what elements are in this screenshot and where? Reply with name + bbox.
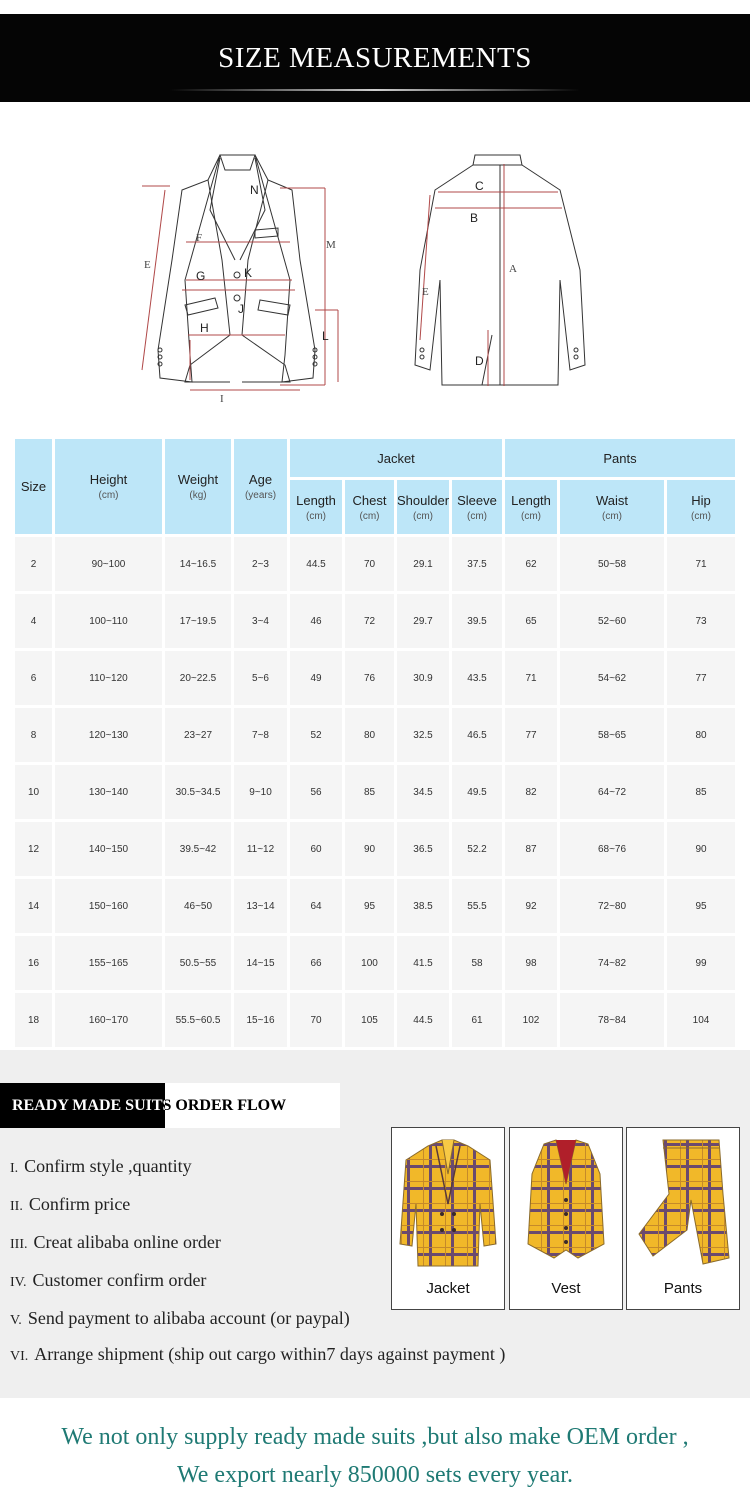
table-cell: 80 <box>345 708 394 762</box>
table-cell: 58~65 <box>560 708 664 762</box>
table-cell: 50.5~55 <box>165 936 231 990</box>
footer-line-oem: We not only supply ready made suits ,but also make OEM order , <box>61 1424 689 1450</box>
table-cell: 50~58 <box>560 537 664 591</box>
header-chest: Chest (cm) <box>345 480 394 534</box>
table-cell: 43.5 <box>452 651 502 705</box>
table-cell: 90~100 <box>55 537 162 591</box>
table-cell: 46 <box>290 594 342 648</box>
label-h: H <box>200 321 209 335</box>
table-cell: 74~82 <box>560 936 664 990</box>
table-cell: 18 <box>15 993 52 1047</box>
table-row <box>15 936 735 990</box>
table-cell: 44.5 <box>397 993 449 1047</box>
label-d: D <box>475 354 484 368</box>
size-chart-body <box>15 537 735 1047</box>
table-cell: 58 <box>452 936 502 990</box>
header-height: Height (cm) <box>55 439 162 534</box>
table-cell: 100~110 <box>55 594 162 648</box>
table-cell: 100 <box>345 936 394 990</box>
table-cell: 29.7 <box>397 594 449 648</box>
order-step: III. Creat alibaba online order <box>10 1232 221 1252</box>
table-cell: 36.5 <box>397 822 449 876</box>
label-a: A <box>509 263 517 275</box>
table-cell: 8 <box>15 708 52 762</box>
table-cell: 62 <box>505 537 557 591</box>
header-banner <box>0 14 750 102</box>
diagram-svg <box>130 150 590 405</box>
table-cell: 44.5 <box>290 537 342 591</box>
table-cell: 70 <box>290 993 342 1047</box>
table-cell: 54~62 <box>560 651 664 705</box>
header-age: Age (years) <box>234 439 287 534</box>
table-cell: 2~3 <box>234 537 287 591</box>
suit-measurement-diagram <box>130 150 590 405</box>
table-cell: 90 <box>667 822 735 876</box>
table-cell: 14~15 <box>234 936 287 990</box>
plaid-vest-image <box>516 1134 616 1272</box>
plaid-pants-image <box>633 1134 733 1272</box>
table-cell: 72~80 <box>560 879 664 933</box>
table-cell: 85 <box>345 765 394 819</box>
table-cell: 29.1 <box>397 537 449 591</box>
table-row <box>15 879 735 933</box>
front-jacket-drawing <box>158 155 317 382</box>
table-cell: 98 <box>505 936 557 990</box>
table-cell: 10 <box>15 765 52 819</box>
label-b: B <box>470 211 479 225</box>
order-flow-title: READY MADE SUITS ORDER FLOW <box>12 1097 287 1114</box>
header-shoulder: Shoulder (cm) <box>397 480 449 534</box>
table-cell: 80 <box>667 708 735 762</box>
table-cell: 32.5 <box>397 708 449 762</box>
table-cell: 95 <box>667 879 735 933</box>
table-cell: 12 <box>15 822 52 876</box>
order-step: V. Send payment to alibaba account (or paypal) <box>10 1308 350 1328</box>
table-row <box>15 765 735 819</box>
table-cell: 20~22.5 <box>165 651 231 705</box>
table-row <box>15 822 735 876</box>
label-j: J <box>238 302 244 316</box>
table-row <box>15 708 735 762</box>
label-l: L <box>322 329 329 343</box>
table-cell: 17~19.5 <box>165 594 231 648</box>
product-label-vest: Vest <box>551 1280 581 1297</box>
product-card-pants[interactable] <box>626 1127 740 1310</box>
table-cell: 85 <box>667 765 735 819</box>
table-cell: 150~160 <box>55 879 162 933</box>
table-cell: 46.5 <box>452 708 502 762</box>
table-cell: 87 <box>505 822 557 876</box>
table-cell: 104 <box>667 993 735 1047</box>
table-cell: 60 <box>290 822 342 876</box>
table-cell: 160~170 <box>55 993 162 1047</box>
table-row <box>15 594 735 648</box>
header-pants-length: Length (cm) <box>505 480 557 534</box>
order-step: IV. Customer confirm order <box>10 1270 207 1290</box>
product-card-jacket[interactable] <box>391 1127 505 1310</box>
table-cell: 14 <box>15 879 52 933</box>
table-cell: 39.5~42 <box>165 822 231 876</box>
table-cell: 52.2 <box>452 822 502 876</box>
label-m: M <box>326 239 336 251</box>
order-step: I. Confirm style ,quantity <box>10 1156 192 1176</box>
table-row <box>15 537 735 591</box>
label-k: K <box>244 266 253 280</box>
table-cell: 71 <box>505 651 557 705</box>
page-title: SIZE MEASUREMENTS <box>218 42 532 74</box>
order-flow-title-bar <box>0 1083 340 1128</box>
table-cell: 4 <box>15 594 52 648</box>
header-weight: Weight (kg) <box>165 439 231 534</box>
table-cell: 41.5 <box>397 936 449 990</box>
table-cell: 73 <box>667 594 735 648</box>
table-cell: 9~10 <box>234 765 287 819</box>
table-cell: 99 <box>667 936 735 990</box>
label-g: G <box>196 269 206 283</box>
table-cell: 61 <box>452 993 502 1047</box>
size-chart-table <box>12 436 738 1050</box>
table-cell: 49 <box>290 651 342 705</box>
table-cell: 76 <box>345 651 394 705</box>
table-cell: 77 <box>505 708 557 762</box>
header-pants-group: Pants <box>505 439 735 477</box>
table-cell: 66 <box>290 936 342 990</box>
table-cell: 64~72 <box>560 765 664 819</box>
table-cell: 16 <box>15 936 52 990</box>
header-jacket-length: Length (cm) <box>290 480 342 534</box>
table-cell: 77 <box>667 651 735 705</box>
table-cell: 52~60 <box>560 594 664 648</box>
table-cell: 14~16.5 <box>165 537 231 591</box>
table-cell: 78~84 <box>560 993 664 1047</box>
table-cell: 105 <box>345 993 394 1047</box>
order-step: VI. Arrange shipment (ship out cargo within7 days against payment ) <box>10 1344 506 1364</box>
table-cell: 102 <box>505 993 557 1047</box>
footer-line-export: We export nearly 850000 sets every year. <box>177 1462 573 1488</box>
header-hip: Hip (cm) <box>667 480 735 534</box>
label-c: C <box>475 179 484 193</box>
header-waist: Waist (cm) <box>560 480 664 534</box>
table-cell: 3~4 <box>234 594 287 648</box>
table-cell: 5~6 <box>234 651 287 705</box>
table-cell: 49.5 <box>452 765 502 819</box>
table-cell: 23~27 <box>165 708 231 762</box>
product-label-pants: Pants <box>663 1280 703 1297</box>
header-sleeve: Sleeve (cm) <box>452 480 502 534</box>
table-group-header-row <box>15 439 735 477</box>
table-row <box>15 993 735 1047</box>
table-cell: 65 <box>505 594 557 648</box>
table-cell: 95 <box>345 879 394 933</box>
table-cell: 71 <box>667 537 735 591</box>
product-label-jacket: Jacket <box>426 1280 470 1297</box>
table-cell: 90 <box>345 822 394 876</box>
table-cell: 56 <box>290 765 342 819</box>
table-cell: 155~165 <box>55 936 162 990</box>
product-card-vest[interactable] <box>509 1127 623 1310</box>
table-cell: 120~130 <box>55 708 162 762</box>
table-row <box>15 651 735 705</box>
label-e-front: E <box>144 259 151 271</box>
table-cell: 30.5~34.5 <box>165 765 231 819</box>
table-cell: 2 <box>15 537 52 591</box>
table-cell: 52 <box>290 708 342 762</box>
table-cell: 13~14 <box>234 879 287 933</box>
order-step: II. Confirm price <box>10 1194 131 1214</box>
label-i: I <box>220 393 224 405</box>
header-size: Size <box>15 439 52 534</box>
table-cell: 30.9 <box>397 651 449 705</box>
table-cell: 92 <box>505 879 557 933</box>
table-cell: 130~140 <box>55 765 162 819</box>
label-e-back: E <box>422 286 429 298</box>
table-cell: 7~8 <box>234 708 287 762</box>
table-cell: 55.5 <box>452 879 502 933</box>
table-cell: 6 <box>15 651 52 705</box>
table-cell: 68~76 <box>560 822 664 876</box>
header-jacket-group: Jacket <box>290 439 502 477</box>
table-cell: 11~12 <box>234 822 287 876</box>
table-cell: 140~150 <box>55 822 162 876</box>
table-cell: 39.5 <box>452 594 502 648</box>
table-cell: 82 <box>505 765 557 819</box>
front-measure-lines <box>142 186 338 390</box>
label-f: F <box>196 232 203 244</box>
table-cell: 55.5~60.5 <box>165 993 231 1047</box>
table-cell: 64 <box>290 879 342 933</box>
table-cell: 34.5 <box>397 765 449 819</box>
table-cell: 110~120 <box>55 651 162 705</box>
title-underline <box>170 89 580 91</box>
table-cell: 15~16 <box>234 993 287 1047</box>
table-cell: 70 <box>345 537 394 591</box>
plaid-jacket-image <box>398 1134 498 1272</box>
back-jacket-drawing <box>415 155 585 385</box>
table-cell: 37.5 <box>452 537 502 591</box>
table-cell: 72 <box>345 594 394 648</box>
table-cell: 38.5 <box>397 879 449 933</box>
label-n: N <box>250 183 259 197</box>
table-cell: 46~50 <box>165 879 231 933</box>
